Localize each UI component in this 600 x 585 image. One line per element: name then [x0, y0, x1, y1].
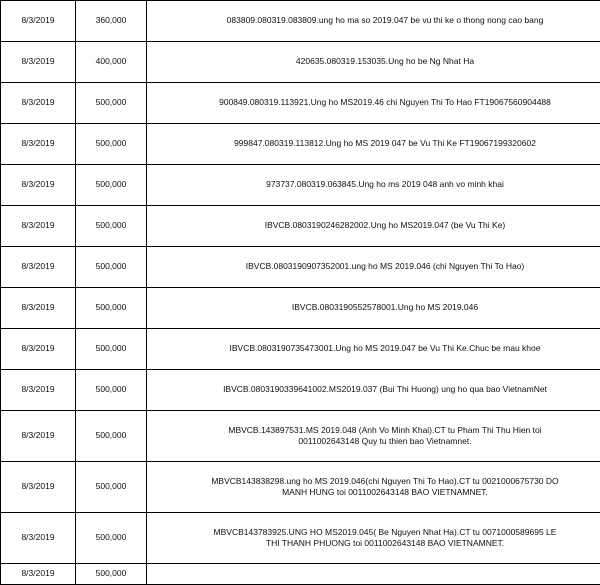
table-row: [1, 411, 600, 462]
table-row: [1, 329, 600, 370]
note-line: 0011002643148 Quy tu thien bao Vietnamnet.: [151, 436, 600, 447]
cell-date: 8/3/2019: [1, 288, 76, 329]
cell-note: [147, 370, 600, 411]
cell-amount: 500,000: [76, 247, 147, 288]
note-line: IBVCB.0803190907352001.ung ho MS 2019.046 (chi Nguyen Thi To Hao): [151, 261, 600, 272]
table-row: [1, 370, 600, 411]
cell-date: 8/3/2019: [1, 462, 76, 513]
note-line: 083809.080319.083809.ung ho ma so 2019.047 be vu thi ke o thong nong cao bang: [151, 15, 600, 26]
table-row: [1, 564, 600, 585]
cell-amount: 500,000: [76, 564, 147, 585]
cell-note: [147, 247, 600, 288]
cell-note: [147, 42, 600, 83]
table-row: [1, 1, 600, 42]
cell-amount: 500,000: [76, 124, 147, 165]
cell-amount: 500,000: [76, 288, 147, 329]
cell-date: 8/3/2019: [1, 329, 76, 370]
note-line: MBVCB.143897531.MS 2019.048 (Anh Vo Minh Khai).CT tu Pham Thi Thu Hien toi: [151, 425, 600, 436]
cell-amount: 500,000: [76, 206, 147, 247]
table-row: [1, 288, 600, 329]
cell-note: [147, 124, 600, 165]
cell-date: 8/3/2019: [1, 165, 76, 206]
cell-amount: 500,000: [76, 370, 147, 411]
cell-amount: 400,000: [76, 42, 147, 83]
table-row: [1, 206, 600, 247]
cell-note: [147, 206, 600, 247]
cell-date: 8/3/2019: [1, 370, 76, 411]
note-line: IBVCB.0803190735473001.Ung ho MS 2019.047 be Vu Thi Ke.Chuc be mau khoe: [151, 343, 600, 354]
table-row: [1, 124, 600, 165]
cell-date: 8/3/2019: [1, 513, 76, 564]
note-line: 973737.080319.063845.Ung ho ms 2019 048 anh vo minh khai: [151, 179, 600, 190]
cell-date: 8/3/2019: [1, 564, 76, 585]
cell-note: [147, 513, 600, 564]
note-line: MANH HUNG toi 0011002643148 BAO VIETNAMNET.: [151, 487, 600, 498]
note-line: IBVCB.0803190246282002.Ung ho MS2019.047 (be Vu Thi Ke): [151, 220, 600, 231]
table-row: [1, 83, 600, 124]
note-line: THI THANH PHUONG toi 0011002643148 BAO VIETNAMNET.: [151, 538, 600, 549]
cell-amount: 500,000: [76, 513, 147, 564]
table-row: [1, 462, 600, 513]
note-line: MBVCB143838298.ung ho MS 2019.046(chi Nguyen Thi To Hao).CT tu 0021000675730 DO: [151, 476, 600, 487]
cell-note: [147, 329, 600, 370]
note-line: 420635.080319.153035.Ung ho be Ng Nhat Ha: [151, 56, 600, 67]
cell-amount: 500,000: [76, 83, 147, 124]
table-row: [1, 165, 600, 206]
donation-table-body: [1, 1, 600, 585]
cell-amount: 500,000: [76, 411, 147, 462]
cell-date: 8/3/2019: [1, 124, 76, 165]
cell-date: 8/3/2019: [1, 411, 76, 462]
cell-date: 8/3/2019: [1, 247, 76, 288]
cell-amount: 500,000: [76, 462, 147, 513]
cell-note: [147, 288, 600, 329]
note-line: 900849.080319.113921.Ung ho MS2019.46 chi Nguyen Thi To Hao FT19067560904488: [151, 97, 600, 108]
cell-date: 8/3/2019: [1, 1, 76, 42]
note-line: 999847.080319.113812.Ung ho MS 2019 047 be Vu Thi Ke FT19067199320602: [151, 138, 600, 149]
cell-amount: 500,000: [76, 165, 147, 206]
cell-note: [147, 411, 600, 462]
note-line: MBVCB143783925.UNG HO MS2019.045( Be Nguyen Nhat Ha).CT tu 0071000589695 LE: [151, 527, 600, 538]
cell-note: [147, 1, 600, 42]
note-line: IBVCB.0803190552578001.Ung ho MS 2019.046: [151, 302, 600, 313]
cell-amount: 500,000: [76, 329, 147, 370]
table-row: [1, 42, 600, 83]
cell-note: [147, 165, 600, 206]
cell-note: [147, 83, 600, 124]
table-row: [1, 513, 600, 564]
cell-date: 8/3/2019: [1, 42, 76, 83]
cell-note: [147, 462, 600, 513]
cell-date: 8/3/2019: [1, 83, 76, 124]
cell-amount: 360,000: [76, 1, 147, 42]
note-line: IBVCB.0803190339641002.MS2019.037 (Bui Thi Huong) ung ho qua bao VietnamNet: [151, 384, 600, 395]
cell-note: [147, 564, 600, 585]
table-row: [1, 247, 600, 288]
cell-date: 8/3/2019: [1, 206, 76, 247]
